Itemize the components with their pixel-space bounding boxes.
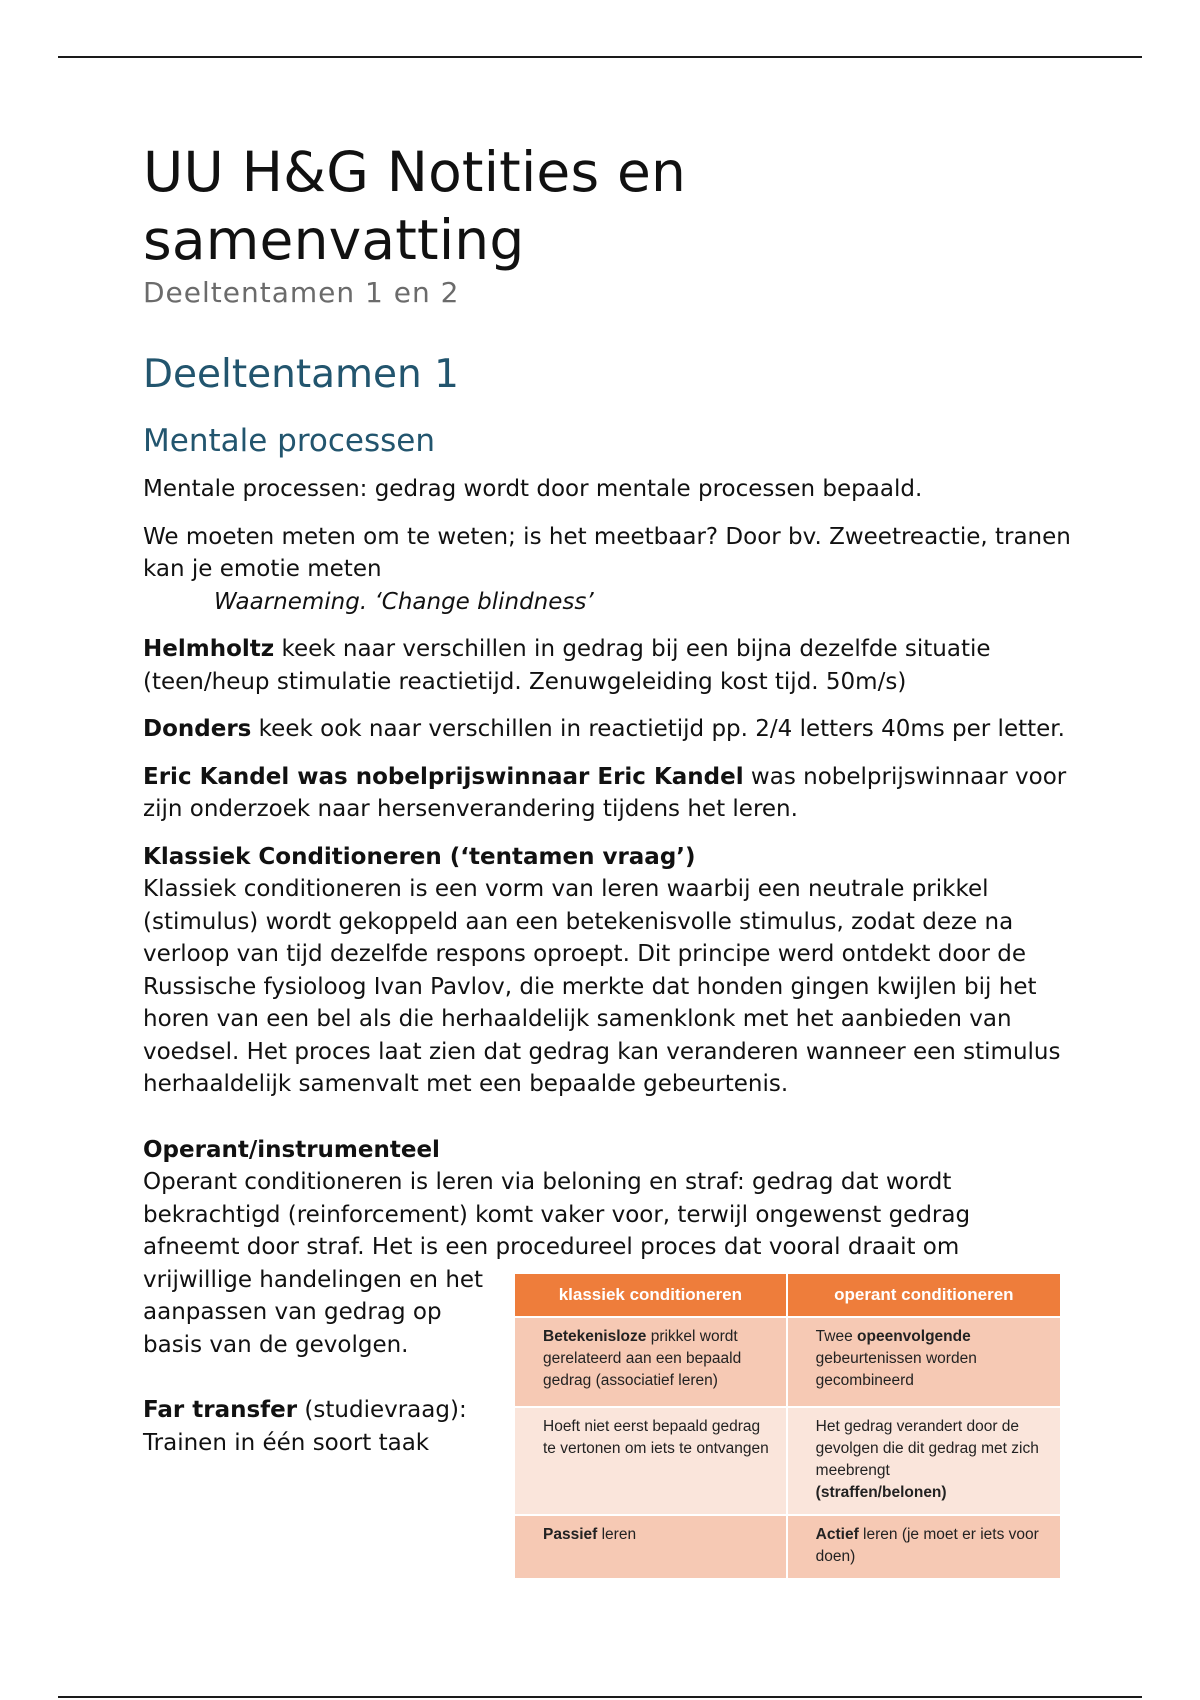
paragraph-kandel: [143, 761, 1073, 826]
cell-bold: Passief: [543, 1525, 598, 1543]
kandel-text: was nobelprijswinnaar voor zijn onderzoek naar hersenverandering tijdens het leren.: [143, 763, 1067, 822]
cell-bold: opeenvolgende: [857, 1327, 971, 1345]
header-operant: operant conditioneren: [787, 1274, 1060, 1317]
title-line-2: samenvatting: [143, 208, 525, 272]
paragraph-mental: Mentale processen: gedrag wordt door mentale processen bepaald.: [143, 476, 923, 502]
document-subtitle: Deeltentamen 1 en 2: [143, 276, 460, 309]
donders-name: Donders: [143, 716, 252, 742]
conditioning-comparison-table: [515, 1274, 1060, 1578]
paragraph-perception: Waarneming. ‘Change blindness’: [214, 588, 594, 615]
table-cell: [787, 1515, 1060, 1578]
cell-bold: Betekenisloze: [543, 1327, 647, 1345]
cell-text: gebeurtenissen worden gecombineerd: [815, 1349, 977, 1389]
table-header-row: [515, 1274, 1060, 1317]
table-cell: [787, 1407, 1060, 1515]
cell-text: Hoeft niet eerst bepaald gedrag te vertonen om iets te ontvangen: [543, 1417, 769, 1457]
cell-text: leren: [597, 1525, 637, 1543]
top-rule: [58, 56, 1142, 58]
subsection-heading: Mentale processen: [143, 423, 436, 459]
cell-text: Twee: [815, 1327, 858, 1345]
cell-bold: (straffen/belonen): [815, 1483, 947, 1501]
operant-heading: Operant/instrumenteel: [143, 1136, 440, 1163]
table-cell: [515, 1407, 787, 1515]
helmholtz-name: Helmholtz: [143, 636, 275, 662]
classical-heading: Klassiek Conditioneren (‘tentamen vraag’): [143, 843, 696, 870]
kandel-name: Eric Kandel was nobelprijswinnaar Eric Kandel: [143, 763, 744, 790]
bottom-rule: [58, 1696, 1142, 1698]
far-transfer-text: (studievraag): Trainen in één soort taak: [143, 1397, 467, 1456]
helmholtz-text: keek naar verschillen in gedrag bij een bijna dezelfde situatie (teen/heup stimulatie reactietijd. Zenuwgeleiding kost tijd. 50m/s): [143, 636, 991, 695]
table-section: [143, 1264, 1073, 1564]
paragraph-donders: [143, 713, 1073, 746]
classical-text: Klassiek conditioneren is een vorm van leren waarbij een neutrale prikkel (stimulus) wordt gekoppeld aan een betekenisvolle stimulus, zodat deze na verloop van tijd dezelfde respons oproept. Dit principe werd ontdekt door de Russische fysioloog Ivan Pavlov, die merkte dat honden gingen kwijlen bij het horen van een bel als die herhaaldelijk samenklonk met het aanbieden van voedsel. Het proces laat zien dat gedrag kan veranderen wanneer een stimulus herhaaldelijk samenvalt met een bepaalde gebeurtenis.: [143, 876, 1061, 1097]
table-cell: [515, 1317, 787, 1407]
paragraph-far-transfer: [143, 1394, 503, 1459]
donders-text: keek ook naar verschillen in reactietijd pp. 2/4 letters 40ms per letter.: [251, 716, 1065, 742]
operant-continued: vrijwillige handelingen en het aanpassen van gedrag op basis van de gevolgen.: [143, 1266, 484, 1358]
table-row: [515, 1407, 1060, 1515]
table-cell: [787, 1317, 1060, 1407]
document-page: [143, 138, 1073, 1564]
section-heading: Deeltentamen 1: [143, 352, 459, 397]
header-classical: klassiek conditioneren: [515, 1274, 787, 1317]
side-text: [143, 1264, 503, 1460]
document-title: [143, 138, 1073, 274]
title-line-1: UU H&G Notities en: [143, 140, 687, 204]
table-cell: [515, 1515, 787, 1578]
cell-text: leren (je moet er iets voor doen): [815, 1525, 1039, 1565]
cell-text: prikkel wordt gerelateerd aan een bepaald gedrag (associatief leren): [543, 1327, 742, 1389]
operant-text: Operant conditioneren is leren via beloning en straf: gedrag dat wordt bekrachtigd (reinforcement) komt vaker voor, terwijl ongewenst gedrag afneemt door straf. Het is een procedureel proces dat vooral draait om: [143, 1169, 971, 1260]
cell-bold: Actief: [815, 1525, 859, 1543]
far-transfer-term: Far transfer: [143, 1397, 298, 1423]
table-row: [515, 1515, 1060, 1578]
paragraph-measure: We moeten meten om te weten; is het meetbaar? Door bv. Zweetreactie, tranen kan je emotie meten: [143, 523, 1071, 582]
cell-text: Het gedrag verandert door de gevolgen die dit gedrag met zich meebrengt: [815, 1417, 1039, 1479]
table-row: [515, 1317, 1060, 1407]
paragraph-helmholtz: [143, 633, 1073, 698]
